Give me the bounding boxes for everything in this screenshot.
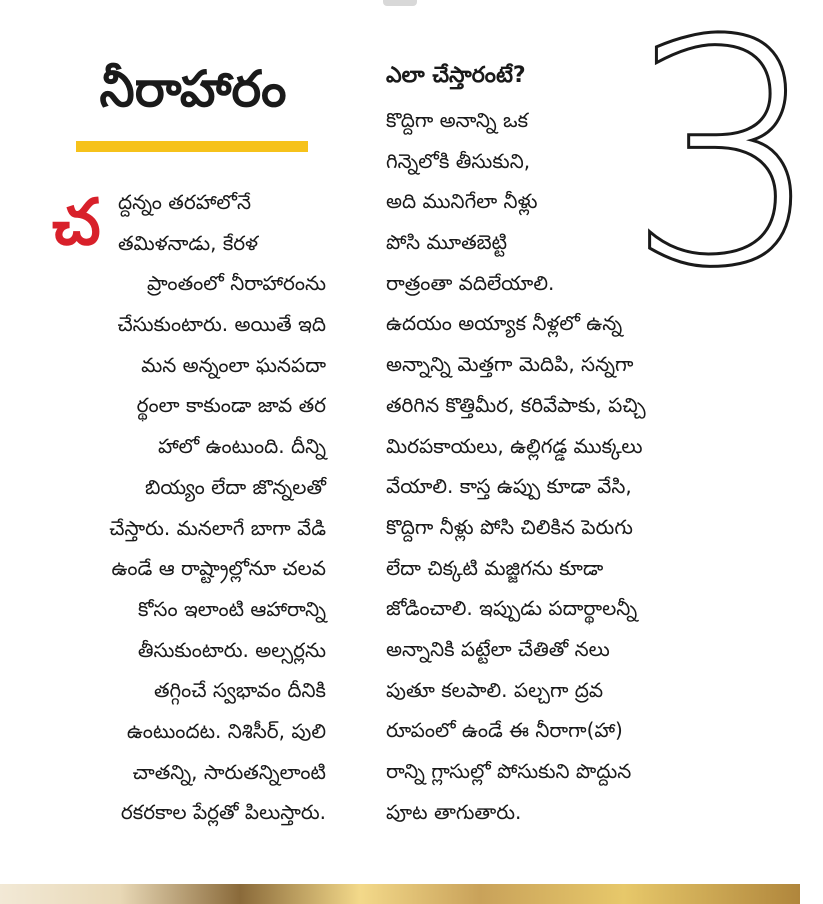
step-number: 3 xyxy=(626,0,823,336)
left-line: కోసం ఇలాంటి ఆహారాన్ని xyxy=(137,596,326,621)
section-subheading: ఎలా చేస్తారంటే? xyxy=(386,63,526,88)
left-line: హాలో ఉంటుంది. దీన్ని xyxy=(157,434,326,459)
right-line: కొద్దిగా నీళ్లు పోసి చిలికిన పెరుగు xyxy=(386,514,633,539)
right-line: పోసి మూతబెట్టి xyxy=(386,230,508,255)
article-title: నీరాహారం xyxy=(99,60,287,118)
left-line: మన అన్నంలా ఘనపదా xyxy=(141,352,326,377)
title-underline-bar xyxy=(76,141,308,152)
top-edge-mark xyxy=(383,0,417,6)
left-line: ప్రాంతంలో నీరాహారంను xyxy=(147,271,326,296)
right-line: గిన్నెలోకి తీసుకుని, xyxy=(386,148,531,173)
right-column xyxy=(386,100,766,832)
drop-cap: చ xyxy=(52,186,101,260)
left-column xyxy=(8,263,326,833)
left-line: ర్థంలా కాకుండా జావ తర xyxy=(136,393,326,418)
right-line: పుతూ కలపాలి. పల్చగా ద్రవ xyxy=(386,677,604,702)
bottom-photo-strip xyxy=(0,884,800,904)
left-line: చేసుకుంటారు. అయితే ఇది xyxy=(117,312,326,337)
right-line: జోడించాలి. ఇప్పుడు పదార్థాలన్నీ xyxy=(386,596,638,621)
right-line: అది మునిగేలా నీళ్లు xyxy=(386,189,538,214)
right-line: రాన్ని గ్లాసుల్లో పోసుకుని పొద్దున xyxy=(386,759,632,783)
left-line: తమిళనాడు, కేరళ xyxy=(118,230,259,255)
left-line: రకరకాల పేర్లతో పిలుస్తారు. xyxy=(120,800,326,825)
right-line: రూపంలో ఉండే ఈ నీరాగా(హా) xyxy=(386,718,623,743)
right-line: పూట తాగుతారు. xyxy=(386,799,522,824)
left-line: చాతన్ని, సారుతన్నిలాంటి xyxy=(132,759,326,784)
left-line: తగ్గించే స్వభావం దీనికి xyxy=(153,678,326,703)
left-line: ద్దన్నం తరహాలోనే xyxy=(118,190,251,214)
left-line: తీసుకుంటారు. అల్సర్లను xyxy=(137,637,326,662)
right-line: వేయాలి. కాస్త ఉప్పు కూడా వేసి, xyxy=(386,474,632,499)
right-line: మిరపకాయలు, ఉల్లిగడ్డ ముక్కలు xyxy=(386,433,643,458)
left-column-intro xyxy=(118,182,326,263)
right-line: రాత్రంతా వదిలేయాలి. xyxy=(386,270,555,295)
right-line: కొద్దిగా అనాన్ని ఒక xyxy=(386,108,529,132)
left-line: ఉంటుందట. నిశిసీర్, పులి xyxy=(126,718,326,743)
left-line: బియ్యం లేదా జొన్నలతో xyxy=(145,474,326,499)
right-line: తరిగిన కొత్తిమీర, కరివేపాకు, పచ్చి xyxy=(386,392,646,417)
right-line: అన్నాన్ని మెత్తగా మెదిపి, సన్నగా xyxy=(386,352,634,377)
right-line: లేదా చిక్కటి మజ్జిగను కూడా xyxy=(386,555,604,580)
left-line: చేస్తారు. మనలాగే బాగా వేడి xyxy=(109,515,326,540)
right-line: ఉదయం అయ్యాక నీళ్లలో ఉన్న xyxy=(386,311,623,336)
right-line: అన్నానికి పట్టేలా చేతితో నలు xyxy=(386,636,610,661)
left-line: ఉండే ఆ రాష్ట్రాల్లోనూ చలవ xyxy=(111,556,326,581)
